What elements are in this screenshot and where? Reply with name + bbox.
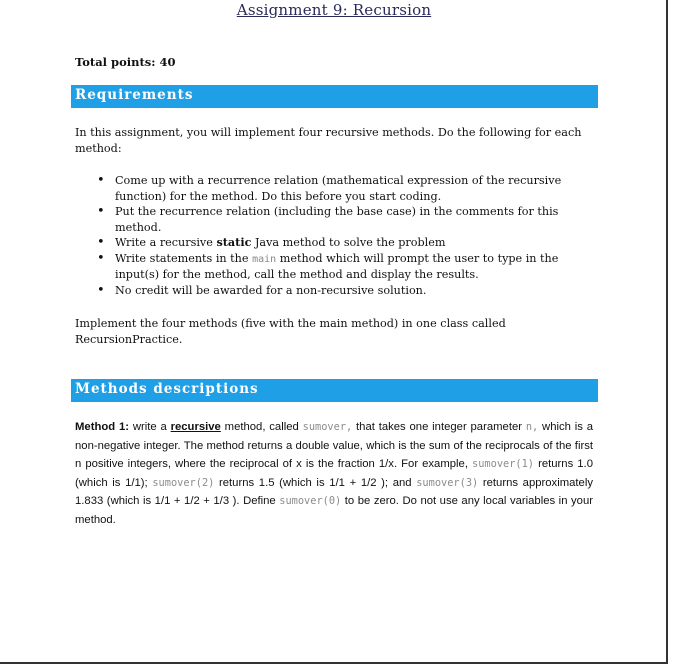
list-item: • Write statements in the main method which will prompt the user to type in the input(s) for the method, call the method and display the results.	[95, 251, 575, 283]
list-item: • No credit will be awarded for a non-recursive solution.	[95, 283, 575, 299]
method-1-description: Method 1: write a recursive method, called sumover, that takes one integer parameter n, which is a non-negative integer. The method returns a double value, which is the sum of the reciprocals of the first n positive integers, where the reciprocal of x is the fraction 1/x. For example, sumover(1) returns 1.0 (which is 1/1); sumover(2) returns 1.5 (which is 1/1 + 1/2 ); and sumover(3) returns approximately 1.833 (which is 1/1 + 1/2 + 1/3 ). Define sumover(0) to be zero. Do not use any local variables in your method.	[75, 421, 593, 526]
intro-paragraph: In this assignment, you will implement four recursive methods. Do the following for each method:	[75, 126, 582, 155]
code-span: sumover(0)	[279, 495, 342, 508]
assignment-title: Assignment 9: Recursion	[236, 1, 432, 19]
code-main: main	[252, 253, 277, 265]
code-span: sumover(2)	[152, 476, 215, 489]
total-points: Total points: 40	[75, 55, 176, 69]
method-label: Method 1:	[75, 421, 130, 433]
requirements-list	[95, 173, 575, 298]
section-title: Requirements	[75, 87, 194, 103]
code-span: sumover(3)	[416, 476, 479, 489]
code-span: sumover(1)	[472, 458, 535, 471]
section-title: Methods descriptions	[75, 381, 259, 397]
list-item: • Put the recurrence relation (including the base case) in the comments for this method.	[95, 204, 575, 235]
list-item: • Come up with a recurrence relation (mathematical expression of the recursive function) for the method. Do this before you start coding.	[95, 173, 575, 204]
implement-paragraph: Implement the four methods (five with the main method) in one class called RecursionPractice.	[75, 317, 506, 346]
code-span: sumover,	[302, 421, 353, 433]
section-header-methods	[71, 379, 598, 402]
code-span: n,	[525, 421, 539, 433]
list-item: • Write a recursive static Java method to solve the problem	[95, 235, 575, 251]
section-header-requirements	[71, 85, 598, 108]
